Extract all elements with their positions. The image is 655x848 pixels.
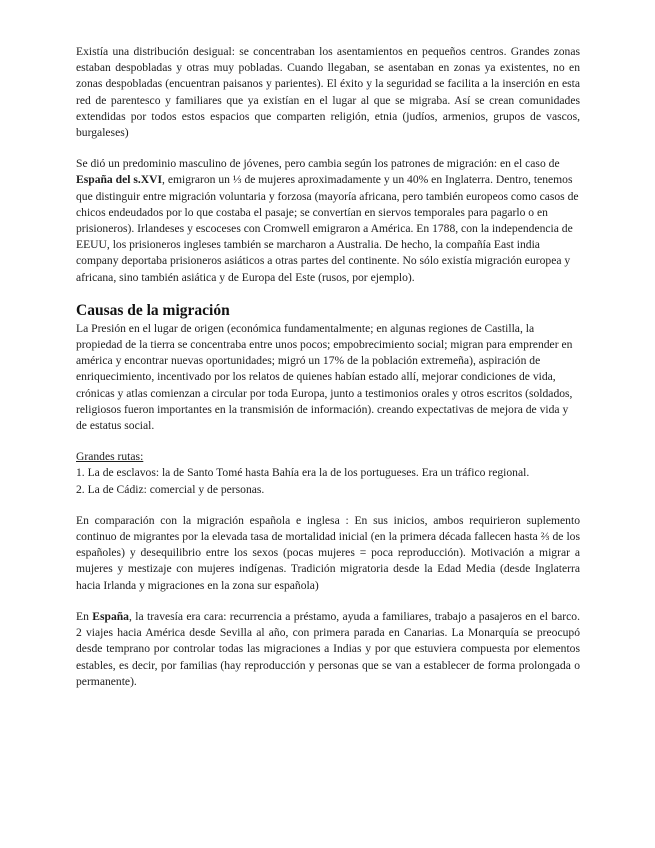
paragraph-comparison: En comparación con la migración española e inglesa : En sus inicios, ambos requirieron suplemento continuo de migrantes por la elevada tasa de mortalidad inicial (en la primera década fallecen hasta ⅔ de los españoles) y desequilibrio entre los sexos (pocas mujeres = poca reproducción). Motivación a migrar a mujeres y mestizaje con mujeres indígenas. Tradición migratoria desde la Edad Media (desde Inglaterra hacia Irlanda y migraciones en la zona sur española) — [76, 513, 580, 592]
paragraph-demographics-intro: Se dió un predominio masculino de jóvenes, pero cambia según los patrones de migración: en el caso de — [76, 157, 560, 171]
paragraph-spain — [76, 609, 580, 690]
routes-item-1: 1. La de esclavos: la de Santo Tomé hasta Bahía era la de los portugueses. Era un tráfico regional. — [76, 466, 530, 480]
paragraph-spain-intro: En — [76, 609, 93, 623]
paragraph-demographics-rest: , emigraron un ⅓ de mujeres aproximadamente y un 40% en Inglaterra. Dentro, tenemos que distinguir entre migración voluntaria y forzosa (mayoría africana, pero también europeos como casos de chicos endeudados por lo que costaba el pasaje; se convertían en siervos temporales para pagarlo o en prisioneros). Irlandeses y escoceses con Cromwell emigraron a América. En 1788, con la independencia de EEUU, los prisioneros ingleses también se marcharon a Australia. De hecho, la compañía East india company deportaba prisioneros asiáticos a otras partes del continente. No sólo existía migración europea y africana, sino también asiática y de Europa del Este (rusos, por ejemplo). — [76, 173, 579, 284]
paragraph-demographics-bold: España del s.XVI — [76, 173, 163, 187]
paragraph-demographics — [76, 156, 580, 286]
routes-item-2: 2. La de Cádiz: comercial y de personas. — [76, 482, 265, 496]
paragraph-causes: La Presión en el lugar de origen (económica fundamentalmente; en algunas regiones de Castilla, la propiedad de la tierra se concentraba entre unos pocos; empobrecimiento social; migran para emprender en américa y encontrar nuevas oportunidades; migró un 17% de la población extremeña), aspiración de enriquecimiento, incentivado por los relatos de quienes habían estado allí, mejorar condiciones de vida, crónicas y atlas comienzan a circular por toda Europa, junto a testimonios orales y otros escritos (soldados, religiosos fueron importantes en la transmisión de información). creando expectativas de mejora de vida y de estatus social. — [76, 321, 573, 433]
section-heading: Causas de la migración — [76, 301, 230, 319]
paragraph-spain-rest: , la travesía era cara: recurrencia a préstamo, ayuda a familiares, trabajo a pasajeros en el barco. 2 viajes hacia América desde Sevilla al año, con primera parada en Canarias. La Monarquía se preocupó desde temprano por controlar todas las migraciones a Indias y por que estuviera compuesta por elementos estables, es decir, por familias (hay reproducción y personas que se van a establecer de forma prolongada o permanente). — [76, 609, 580, 688]
paragraph-distribution: Existía una distribución desigual: se concentraban los asentamientos en pequeños centros. Grandes zonas estaban despobladas y otras muy pobladas. Cuando llegaban, se asentaban en zonas ya existentes, no en zonas despobladas (encuentran paisanos y parientes). El éxito y la seguridad se facilita a la inserción en esta red de parentesco y familiares que ya existían en el lugar al que se migraba. Así se crean comunidades extendidas por todos estos espacios que comparten religión, etnia (judíos, armenios, grupos de vascos, burgaleses) — [76, 45, 580, 140]
paragraph-spain-bold: España — [92, 609, 129, 623]
routes-title: Grandes rutas: — [76, 450, 144, 464]
document-body — [76, 44, 580, 690]
